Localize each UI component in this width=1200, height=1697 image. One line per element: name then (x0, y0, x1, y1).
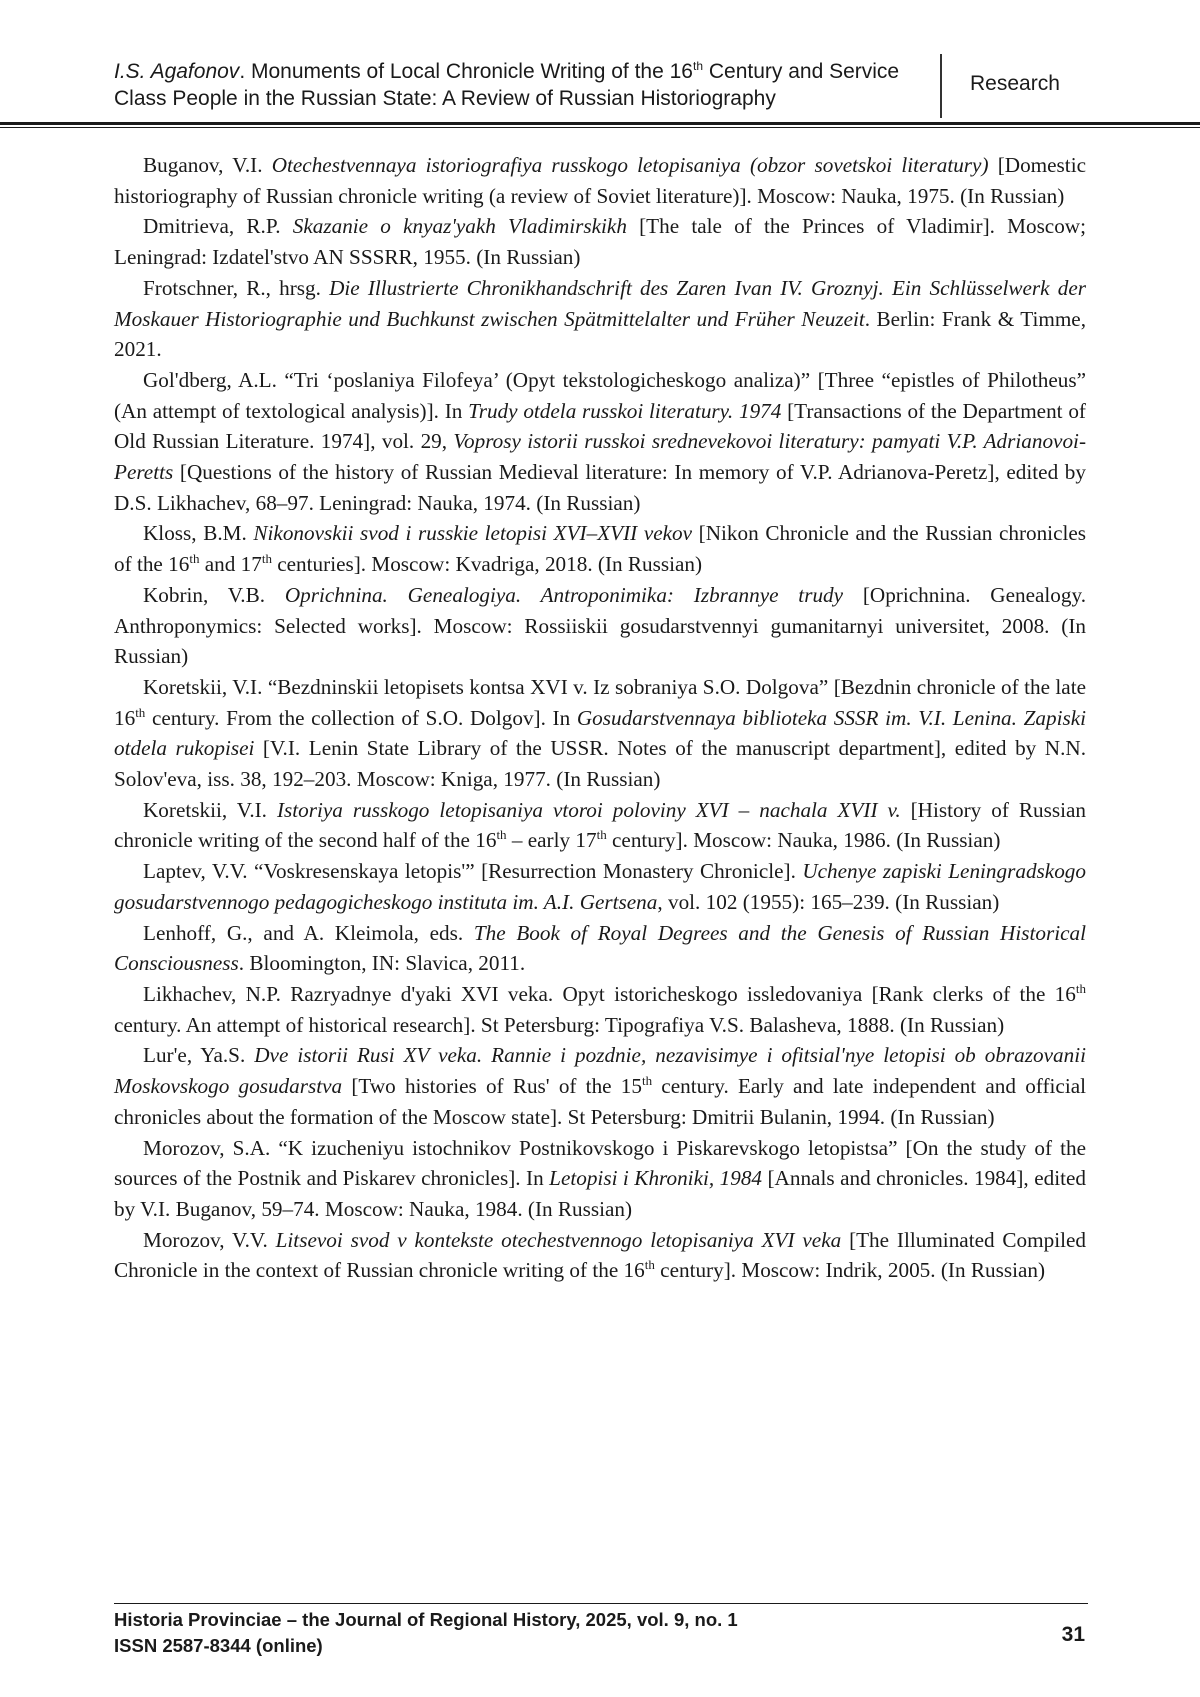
reference-italic-title: Istoriya russkogo letopisaniya vtoroi poloviny XVI – nachala XVII v. (276, 797, 901, 822)
ordinal-superscript: th (135, 704, 146, 720)
reference-italic-title: Litsevoi svod v kontekste otechestvennogo letopisaniya XVI veka (275, 1227, 842, 1252)
reference-text: Buganov, V.I. (143, 153, 272, 177)
reference-text: [Nikon Chronicle and the Russian chronicles of the 16 (114, 521, 1087, 577)
header-divider (940, 54, 942, 118)
reference-entry (114, 795, 1086, 856)
reference-entry (114, 856, 1086, 917)
page-number: 31 (1061, 1623, 1085, 1646)
ordinal-superscript: th (644, 1257, 655, 1273)
reference-text: [The tale of the Princes of Vladimir]. Moscow; Leningrad: Izdatel'stvo AN SSSRR, 1955. (In Russian) (114, 214, 1086, 270)
reference-italic-title: Nikonovskii svod i russkie letopisi XVI–XVII vekov (253, 521, 693, 546)
reference-text: century]. Moscow: Nauka, 1986. (In Russian) (606, 828, 1001, 853)
running-title-part2: Century and Service Class People in the Russian State: A Review of Russian Historiography (114, 60, 900, 110)
reference-text: Likhachev, N.P. Razryadnye d'yaki XVI veka. Opyt istoricheskogo issledovaniya [Rank clerks of the 16 (143, 981, 1076, 1006)
header-rule-thin (0, 127, 1200, 128)
running-title (114, 58, 926, 112)
reference-italic-title: Uchenye zapiski Leningradskogo gosudarstvennogo pedagogicheskogo instituta im. A.I. Gertsena (114, 859, 1086, 914)
reference-text: Laptev, V.V. “Voskresenskaya letopis'” [Resurrection Monastery Chronicle]. (143, 859, 803, 884)
reference-text: century. An attempt of historical research]. St Petersburg: Tipografiya V.S. Balasheva, 1888. (In Russian) (114, 1012, 1005, 1037)
reference-text: Lenhoff, G., and A. Kleimola, eds. (143, 920, 474, 945)
ordinal-superscript: th (641, 1073, 653, 1089)
reference-italic-title: Skazanie o knyaz'yakh Vladimirskikh (292, 214, 627, 239)
reference-italic-title: Otechestvennaya istoriografiya russkogo letopisaniya (obzor sovetskoi literatury) (271, 153, 989, 177)
reference-text: century. From the collection of S.O. Dolgov]. In (145, 705, 577, 730)
reference-text: [Transactions of the Department of Old Russian Literature. 1974], vol. 29, (114, 398, 1086, 454)
reference-entry (114, 580, 1086, 672)
running-title-part1: . Monuments of Local Chronicle Writing of the 16 (239, 60, 693, 83)
reference-entry (114, 979, 1086, 1040)
header-rule-thick (0, 122, 1200, 125)
reference-text: Frotschner, R., hrsg. (143, 275, 330, 300)
footer-journal-line: Historia Provinciae – the Journal of Regional History, 2025, vol. 9, no. 1 (114, 1609, 738, 1630)
reference-text: Lur'e, Ya.S. (143, 1043, 255, 1068)
reference-entry (114, 273, 1086, 365)
reference-entry (114, 150, 1086, 211)
reference-text: century]. Moscow: Indrik, 2005. (In Russian) (654, 1258, 1046, 1283)
footer-journal-info (114, 1607, 738, 1659)
reference-italic-title: Dve istorii Rusi XV veka. Rannie i pozdnie, nezavisimye i ofitsial'nye letopisi ob obrazovanii Moskovskogo gosudarstva (114, 1043, 1086, 1099)
reference-text: century. Early and late independent and official chronicles about the formation of the Moscow state]. St Petersburg: Dmitrii Bulanin, 1994. (In Russian) (114, 1074, 1086, 1129)
reference-text: [Domestic historiography of Russian chronicle writing (a review of Soviet literature)]. Moscow: Nauka, 1975. (In Russian) (114, 153, 1086, 208)
reference-text: [Questions of the history of Russian Medieval literature: In memory of V.P. Adrianova-Peretz], edited by D.S. Likhachev, 68–97. Leningrad: Nauka, 1974. (In Russian) (114, 460, 1086, 515)
reference-text: Kobrin, V.B. (143, 582, 285, 607)
ordinal-superscript: th (261, 551, 272, 567)
ordinal-superscript: th (1075, 980, 1086, 996)
reference-text: Morozov, V.V. (143, 1227, 276, 1252)
reference-entry (114, 1133, 1086, 1225)
reference-text: . Berlin: Frank & Timme, 2021. (114, 306, 1086, 362)
reference-entry (114, 672, 1086, 795)
ordinal-superscript: th (189, 551, 200, 567)
reference-text: [Oprichnina. Genealogy. Anthroponymics: Selected works]. Moscow: Rossiiskii gosudarstvennyi gumanitarnyi universitet, 2008. (In Russian) (114, 582, 1087, 669)
reference-text: [History of Russian chronicle writing of the second half of the 16 (114, 797, 1086, 853)
reference-text: Koretskii, V.I. “Bezdninskii letopisets kontsa XVI v. Iz sobraniya S.O. Dolgova” [Bezdnin chronicle of the late 16 (114, 674, 1086, 730)
footer-rule (114, 1603, 1088, 1604)
running-header (114, 54, 1086, 122)
ordinal-superscript: th (596, 827, 607, 843)
reference-text: [V.I. Lenin State Library of the USSR. Notes of the manuscript department], edited by N.N. Solov'eva, iss. 38, 192–203. Moscow: Kniga, 1977. (In Russian) (114, 736, 1087, 792)
reference-text: Koretskii, V.I. (143, 797, 277, 822)
reference-text: and 17 (199, 552, 262, 577)
reference-entry (114, 365, 1086, 519)
reference-entry (114, 1040, 1086, 1132)
reference-text: [Two histories of Rus' of the 15 (342, 1074, 642, 1099)
reference-italic-title: Voprosy istorii russkoi srednevekovoi literatury: pamyati V.P. Adrianovoi-Peretts (114, 429, 1086, 485)
reference-entry (114, 518, 1086, 579)
reference-text: , vol. 102 (1955): 165–239. (In Russian) (657, 889, 1000, 914)
reference-text: Kloss, B.M. (143, 521, 254, 546)
reference-text: centuries]. Moscow: Kvadriga, 2018. (In Russian) (271, 552, 703, 577)
reference-list (114, 150, 1086, 1286)
reference-italic-title: Letopisi i Khroniki, 1984 (549, 1166, 763, 1191)
reference-italic-title: Trudy otdela russkoi literatury. 1974 (468, 398, 782, 423)
reference-entry (114, 1225, 1086, 1286)
reference-entry (114, 211, 1086, 272)
reference-entry (114, 918, 1086, 979)
reference-italic-title: Oprichnina. Genealogiya. Antroponimika: Izbrannye trudy (284, 582, 844, 607)
reference-text: Morozov, S.A. “K izucheniyu istochnikov Postnikovskogo i Piskarevskogo letopistsa” [On the study of the sources of the Postnik and Piskarev chronicles]. In (114, 1135, 1086, 1191)
reference-italic-title: Gosudarstvennaya biblioteka SSSR im. V.I. Lenina. Zapiski otdela rukopisei (114, 705, 1086, 761)
section-label: Research (970, 72, 1060, 95)
reference-text: Dmitrieva, R.P. (143, 214, 293, 239)
reference-italic-title: Die Illustrierte Chronikhandschrift des Zaren Ivan IV. Groznyj. Ein Schlüsselwerk der Moskauer Historiographie und Buchkunst zwischen Spätmittelalter und Früher Neuzeit (114, 275, 1086, 331)
reference-text: [The Illuminated Compiled Chronicle in the context of Russian chronicle writing of the 16 (114, 1227, 1086, 1283)
reference-text: [Annals and chronicles. 1984], edited by V.I. Buganov, 59–74. Moscow: Nauka, 1984. (In Russian) (114, 1166, 1086, 1221)
footer-issn-line: ISSN 2587-8344 (online) (114, 1635, 323, 1656)
running-title-superscript: th (693, 59, 704, 73)
ordinal-superscript: th (496, 827, 507, 843)
running-title-author: I.S. Agafonov (114, 60, 240, 83)
reference-text: . Bloomington, IN: Slavica, 2011. (238, 951, 526, 976)
reference-italic-title: The Book of Royal Degrees and the Genesis of Russian Historical Consciousness (114, 920, 1086, 976)
reference-text: – early 17 (506, 828, 597, 853)
reference-text: Gol'dberg, A.L. “Tri ‘poslaniya Filofeya’ (Opyt tekstologicheskogo analiza)” [Three “epistles of Philotheus” (An attempt of textological analysis)]. In (114, 367, 1086, 423)
